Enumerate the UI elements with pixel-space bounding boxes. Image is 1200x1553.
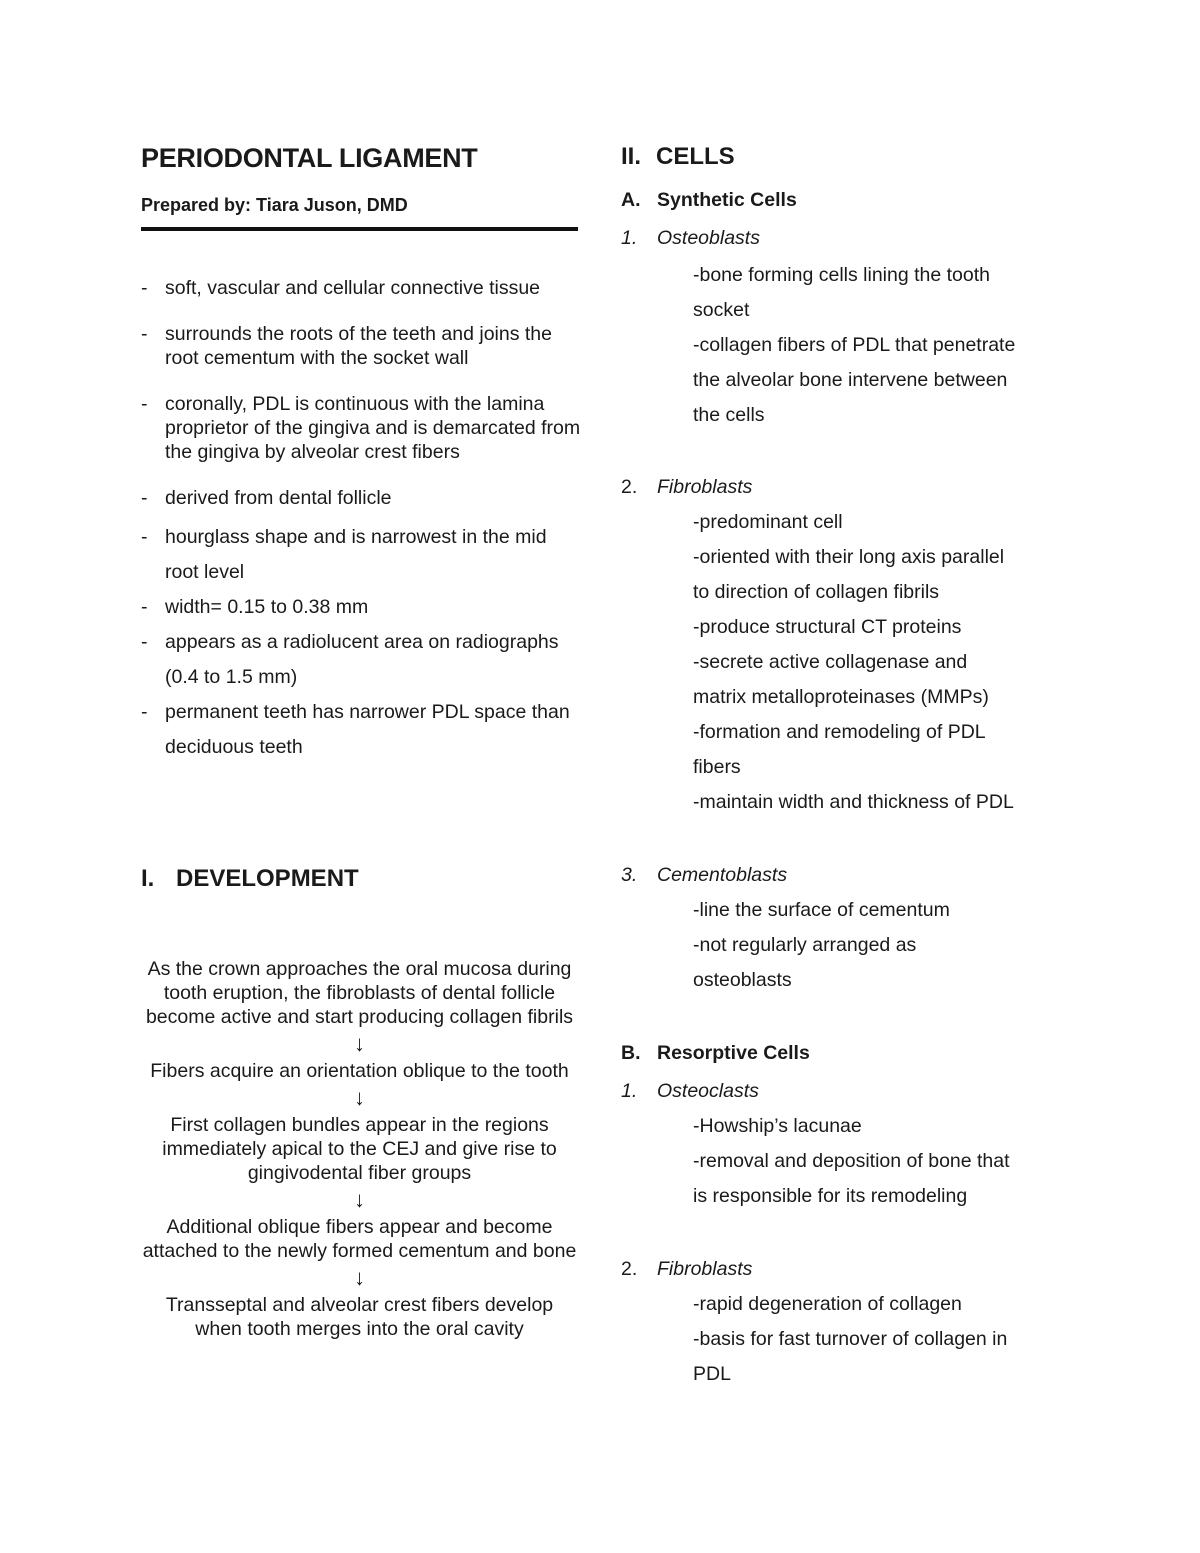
list-item: - hourglass shape and is narrowest in the mid root level [141, 520, 581, 590]
note-line: -produce structural CT proteins [693, 616, 962, 638]
subheading-letter: B. [621, 1042, 641, 1064]
note-line: -formation and remodeling of PDL [693, 721, 986, 743]
cementoblasts-notes [693, 893, 1083, 998]
note-line: the cells [693, 404, 765, 426]
fibroblasts-notes [693, 505, 1083, 820]
section-number: II. [621, 143, 642, 170]
osteoblasts-notes [693, 258, 1083, 433]
down-arrow-icon: ↓ [354, 1265, 365, 1290]
note-line: -line the surface of cementum [693, 899, 950, 921]
subheading-synthetic-cells [621, 189, 797, 212]
note-line: -rapid degeneration of collagen [693, 1293, 962, 1315]
list-item: - derived from dental follicle [141, 486, 581, 510]
flow-step: Additional oblique fibers appear and become attached to the newly formed cementum and bone [142, 1216, 577, 1262]
author-byline: Prepared by: Tiara Juson, DMD [141, 195, 408, 215]
note-line: -collagen fibers of PDL that penetrate [693, 334, 1016, 356]
list-item: - permanent teeth has narrower PDL space than deciduous teeth [141, 695, 581, 765]
section-heading-development [141, 865, 359, 893]
note-line: the alveolar bone intervene between [693, 369, 1008, 391]
subheading-title: Synthetic Cells [657, 189, 797, 211]
cell-type-fibroblasts-resorptive [621, 1258, 752, 1281]
cell-type-osteoblasts [621, 227, 760, 250]
note-line: -not regularly arranged as [693, 934, 917, 956]
item-number: 1. [621, 1080, 638, 1102]
section-title: CELLS [656, 143, 735, 170]
title-divider [141, 227, 578, 231]
flow-step: As the crown approaches the oral mucosa during tooth eruption, the fibroblasts of dental follicle become active and start producing collagen fibrils [145, 958, 574, 1028]
list-item: - surrounds the roots of the teeth and joins the root cementum with the socket wall [141, 322, 581, 370]
note-line: socket [693, 299, 750, 321]
list-item: - width= 0.15 to 0.38 mm [141, 590, 581, 625]
item-name: Fibroblasts [657, 476, 753, 498]
section-title: DEVELOPMENT [176, 865, 359, 892]
section-number: I. [141, 865, 155, 892]
section-heading-cells [621, 143, 735, 171]
subheading-title: Resorptive Cells [657, 1042, 810, 1064]
note-line: osteoblasts [693, 969, 792, 991]
note-line: to direction of collagen fibrils [693, 581, 940, 603]
subheading-resorptive-cells [621, 1042, 810, 1065]
document-title: PERIODONTAL LIGAMENT [141, 143, 478, 173]
development-flowchart [141, 957, 578, 1341]
cell-type-cementoblasts [621, 864, 787, 887]
note-line: -Howship’s lacunae [693, 1115, 862, 1137]
flow-step: Transseptal and alveolar crest fibers develop when tooth merges into the oral cavity [165, 1294, 554, 1340]
note-line: -basis for fast turnover of collagen in [693, 1328, 1008, 1350]
flow-step: Fibers acquire an orientation oblique to the tooth [150, 1060, 569, 1082]
cell-type-fibroblasts [621, 476, 752, 499]
down-arrow-icon: ↓ [354, 1031, 365, 1056]
note-line: -removal and deposition of bone that [693, 1150, 1010, 1172]
note-line: -oriented with their long axis parallel [693, 546, 1005, 568]
note-line: PDL [693, 1363, 731, 1385]
note-line: -secrete active collagenase and [693, 651, 968, 673]
list-item: - coronally, PDL is continuous with the lamina proprietor of the gingiva and is demarcated from the gingiva by alveolar crest fibers [141, 392, 581, 464]
note-line: is responsible for its remodeling [693, 1185, 968, 1207]
down-arrow-icon: ↓ [354, 1187, 365, 1212]
cell-type-osteoclasts [621, 1080, 759, 1103]
note-line: matrix metalloproteinases (MMPs) [693, 686, 989, 708]
note-line: -bone forming cells lining the tooth [693, 264, 991, 286]
list-item: - appears as a radiolucent area on radiographs (0.4 to 1.5 mm) [141, 625, 581, 695]
flow-step: First collagen bundles appear in the regions immediately apical to the CEJ and give rise to gingivodental fiber groups [162, 1114, 557, 1184]
item-number: 1. [621, 227, 638, 249]
item-number: 2. [621, 476, 638, 498]
note-line: -predominant cell [693, 511, 843, 533]
intro-bullet-list [141, 276, 581, 765]
item-name: Osteoclasts [657, 1080, 759, 1102]
list-item: - soft, vascular and cellular connective tissue [141, 276, 581, 300]
item-name: Fibroblasts [657, 1258, 753, 1280]
subheading-letter: A. [621, 189, 641, 211]
item-number: 2. [621, 1258, 638, 1280]
note-line: -maintain width and thickness of PDL [693, 791, 1014, 813]
item-number: 3. [621, 864, 638, 886]
fibroblasts-resorptive-notes [693, 1287, 1083, 1392]
note-line: fibers [693, 756, 741, 778]
item-name: Osteoblasts [657, 227, 760, 249]
down-arrow-icon: ↓ [354, 1085, 365, 1110]
item-name: Cementoblasts [657, 864, 788, 886]
osteoclasts-notes [693, 1109, 1083, 1214]
